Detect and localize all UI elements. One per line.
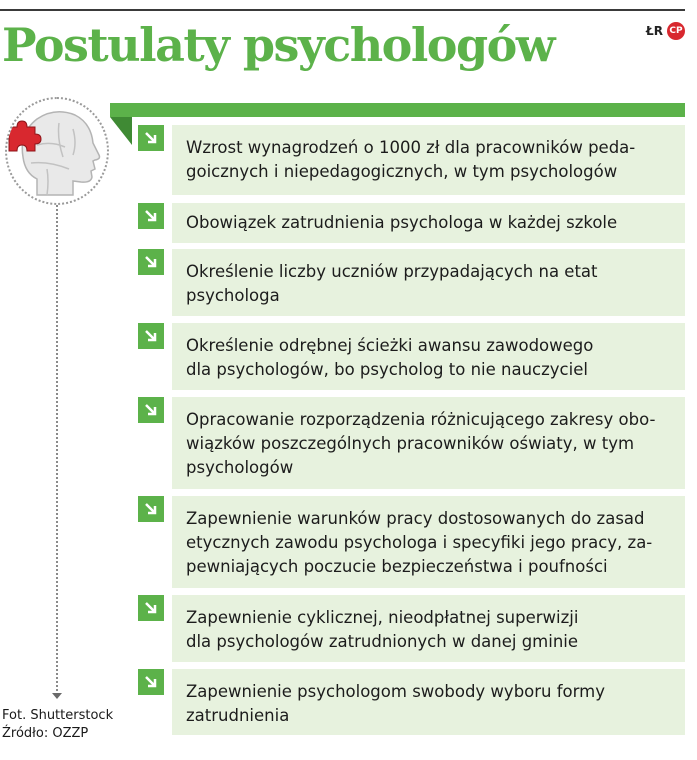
arrow-down-right-icon [138,203,164,229]
arrow-down-right-icon [138,595,164,621]
header-band-fold [110,117,132,145]
photo-credit: Fot. Shutterstock [2,708,114,723]
item-line: pewniających poczucie bezpieczeństwa i poufności [186,557,608,576]
item-line: wiązków poszczególnych pracowników oświaty, w tym [186,434,635,453]
item-line: zatrudnienia [186,706,290,725]
item-text [172,496,685,588]
item-line: psychologa [186,286,280,305]
logo-text: ŁR [646,24,663,38]
item-line: etycznych zawodu psychologa i specyfiki jego pracy, za- [186,533,653,552]
item-text [172,669,685,735]
top-rule [0,9,685,11]
timeline-dotted-line [56,205,58,695]
item-line: dla psychologów zatrudnionych w danej gminie [186,632,579,651]
item-text [172,249,685,316]
item-text [172,595,685,662]
arrow-down-right-icon [138,496,164,522]
item-line: dla psychologów, bo psycholog to nie nauczyciel [186,360,588,379]
item-line: psychologów [186,458,294,477]
arrow-down-right-icon [138,669,164,695]
arrow-down-right-icon [138,249,164,275]
item-line: Określenie liczby uczniów przypadających na etat [186,262,598,281]
item-line: Wzrost wynagrodzeń o 1000 zł dla pracowników peda- [186,138,636,157]
page-title: Postulaty psychologów [2,18,554,72]
item-line: Opracowanie rozporządzenia różnicującego zakresy obo- [186,410,656,429]
arrow-down-right-icon [138,323,164,349]
line-end-arrow [52,693,62,699]
source-credit: Źródło: OZZP [2,726,89,741]
item-line: goicznych i niepedagogicznych, w tym psychologów [186,162,618,181]
item-text [172,397,685,489]
item-text [172,323,685,390]
puzzle-head-icon [5,97,109,205]
credits [2,707,113,743]
arrow-down-right-icon [138,125,164,151]
header-band [110,103,685,117]
item-line: Obowiązek zatrudnienia psychologa w każdej szkole [186,213,618,232]
item-line: Zapewnienie psychologom swobody wyboru formy [186,682,605,701]
item-text [172,125,685,195]
item-text [172,203,685,243]
item-line: Zapewnienie warunków pracy dostosowanych do zasad [186,509,645,528]
item-line: Zapewnienie cyklicznej, nieodpłatnej superwizji [186,608,579,627]
logo-badge: CP [667,22,685,40]
arrow-down-right-icon [138,397,164,423]
item-line: Określenie odrębnej ścieżki awansu zawodowego [186,336,594,355]
publisher-logo [646,22,685,40]
